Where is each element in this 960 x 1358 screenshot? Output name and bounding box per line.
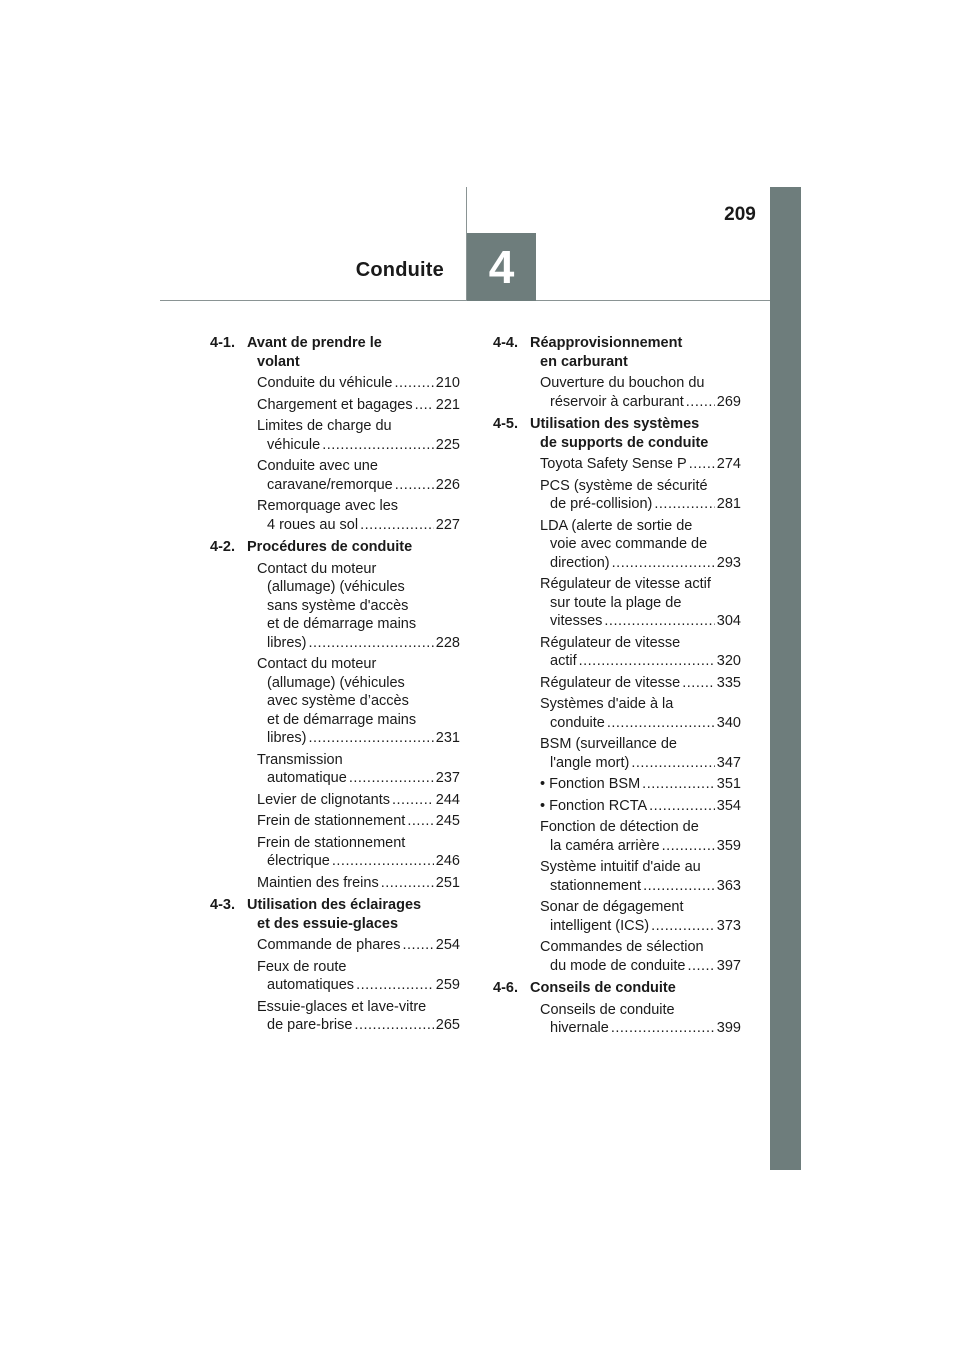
toc-entry[interactable] [210,560,460,653]
entry-line [257,374,460,393]
chapter-number: 4 [488,241,515,293]
toc-entry[interactable] [210,958,460,995]
dot-leader [654,495,714,514]
entry-title-continuation: libres) [267,634,307,651]
dot-leader [308,729,433,748]
entry-line [540,554,741,573]
toc-section [493,334,741,411]
entry-line [540,714,741,733]
toc-entry[interactable] [210,497,460,534]
toc-column-right [493,334,741,1042]
entry-title-continuation: actif [550,653,577,669]
entry-page-number: 259 [435,977,460,993]
entry-line [540,754,741,773]
toc-entry[interactable] [493,898,741,935]
entry-page-number: 293 [716,554,741,571]
entry-line [540,612,741,631]
toc-entry[interactable] [210,812,460,831]
entry-page-number: 373 [716,917,741,934]
entry-title: Limites de charge du [257,418,392,434]
entry-title: Toyota Safety Sense P [540,456,687,472]
entry-title: Feux de route [257,958,347,975]
entry-title: Maintien des freins [257,874,379,891]
dot-leader [612,554,715,573]
section-title: Réapprovisionnement en carburant [530,335,683,370]
dot-leader [662,837,715,856]
toc-entry[interactable] [210,791,460,810]
dot-leader [415,396,434,415]
toc-section [493,979,741,1038]
entry-page-number: 210 [435,375,460,391]
entry-line [540,837,741,856]
entry-title-continuation: conduite [550,714,605,731]
entry-page-number: 231 [435,730,460,746]
section-title: Conseils de conduite [530,980,676,996]
entry-line [540,495,741,514]
section-heading[interactable] [493,979,741,998]
chapter-number-badge [467,233,536,301]
entry-line [540,797,741,816]
dot-leader [631,754,714,773]
toc-entry[interactable] [210,834,460,871]
entry-page-number: 227 [435,516,460,533]
dot-leader [611,1019,715,1038]
dot-leader [643,877,715,896]
entry-title: Commande de phares [257,937,401,953]
section-title: Avant de prendre le volant [247,335,382,370]
entry-title-continuation: vitesses [550,613,603,629]
toc-entry[interactable] [493,797,741,816]
dot-leader [356,976,434,995]
dot-leader [349,769,434,788]
entry-title-continuation: la caméra arrière [550,837,660,854]
entry-page-number: 363 [716,877,741,894]
entry-title-continuation: hivernale [550,1020,609,1036]
toc-section [210,334,460,534]
entry-page-number: 244 [435,791,460,808]
entry-title-continuation: direction) [550,554,610,571]
toc-section [210,896,460,1035]
entry-title: • Fonction RCTA [540,797,648,814]
dot-leader [308,634,433,653]
dot-leader [394,374,433,393]
entry-title-continuation: électrique [267,853,330,869]
toc-entry[interactable] [210,751,460,788]
dot-leader [354,1016,433,1035]
entry-page-number: 251 [435,874,460,891]
toc-entry[interactable] [493,938,741,975]
entry-page-number: 347 [716,754,741,771]
toc-entry[interactable] [493,858,741,895]
entry-title: • Fonction BSM [540,776,641,792]
entry-title-continuation: réservoir à carburant [550,393,684,410]
chapter-title: Conduite [355,259,444,281]
entry-title-continuation: de pare-brise [267,1017,353,1033]
entry-page-number: 274 [716,456,741,472]
dot-leader [607,714,715,733]
entry-title: Contact du moteur (allumage) (véhicules sans système d'accès et de démarrage mains [257,560,417,632]
toc-entry[interactable] [493,634,741,671]
entry-line [540,652,741,671]
entry-title-continuation: libres) [267,730,307,746]
entry-title: Conduite avec une [257,458,378,474]
entry-page-number: 265 [435,1017,460,1033]
entry-title: BSM (surveillance de [540,736,677,752]
entry-title: Chargement et bagages [257,396,413,413]
section-heading[interactable] [493,415,741,452]
entry-line [257,396,460,415]
entry-title: Conduite du véhicule [257,375,393,391]
toc-entry[interactable] [493,1001,741,1038]
toc-entry[interactable] [210,874,460,893]
entry-line [257,852,460,871]
dot-leader [642,775,715,794]
entry-line [257,812,460,831]
entry-title-continuation: du mode de conduite [550,957,686,974]
entry-title: Essuie-glaces et lave-vitre [257,998,427,1015]
dot-leader [322,436,434,455]
entry-line [540,455,741,474]
entry-title: Remorquage avec les [257,498,399,514]
entry-page-number: 399 [716,1020,741,1036]
entry-line [257,634,460,653]
entry-page-number: 254 [435,937,460,953]
entry-title: Ouverture du bouchon du [540,375,705,391]
section-heading[interactable] [493,334,741,371]
toc-entry[interactable] [493,735,741,772]
entry-page-number: 320 [716,653,741,669]
entry-page-number: 245 [435,813,460,829]
dot-leader [360,516,434,535]
toc-entry[interactable] [493,477,741,514]
dot-leader [407,812,433,831]
toc-entry[interactable] [210,417,460,454]
entry-page-number: 354 [716,797,741,814]
section-title: Utilisation des éclairages et des essuie-glaces [247,897,422,932]
section-number: 4-2. [210,539,235,555]
entry-title: Sonar de dégagement [540,899,684,915]
entry-title: Régulateur de vitesse [540,634,681,651]
entry-line [540,877,741,896]
entry-line [257,1016,460,1035]
dot-leader [392,791,434,810]
dot-leader [689,455,715,474]
entry-line [540,674,741,693]
entry-line [257,976,460,995]
dot-leader [604,612,714,631]
entry-page-number: 269 [716,393,741,410]
toc-section [210,538,460,892]
entry-title-continuation: intelligent (ICS) [550,917,650,934]
entry-page-number: 359 [716,837,741,854]
toc-entry[interactable] [493,775,741,794]
entry-title: Levier de clignotants [257,791,390,808]
toc-entry[interactable] [210,998,460,1035]
entry-line [257,936,460,955]
page-number: 209 [724,204,756,225]
toc-entry[interactable] [493,575,741,631]
toc-section [493,415,741,975]
entry-page-number: 340 [716,714,741,731]
dot-leader [332,852,434,871]
entry-title: Commandes de sélection [540,939,704,955]
section-heading[interactable] [210,538,460,557]
dot-leader [395,476,434,495]
dot-leader [687,957,714,976]
entry-page-number: 226 [435,476,460,493]
entry-title: Fonction de détection de [540,819,699,835]
section-number: 4-6. [493,980,518,996]
entry-line [257,874,460,893]
entry-title-continuation: stationnement [550,877,642,894]
entry-title-continuation: véhicule [267,436,321,453]
entry-line [540,957,741,976]
section-heading[interactable] [210,896,460,933]
entry-line [257,729,460,748]
section-number: 4-3. [210,897,235,913]
entry-page-number: 351 [716,776,741,792]
entry-title-continuation: caravane/remorque [267,476,393,493]
entry-line [540,775,741,794]
entry-line [540,393,741,412]
dot-leader [686,393,715,412]
toc-entry[interactable] [210,396,460,415]
entry-line [257,516,460,535]
entry-title-continuation: 4 roues au sol [267,516,359,533]
entry-title-continuation: automatiques [267,977,355,993]
toc-entry[interactable] [210,936,460,955]
entry-page-number: 237 [435,770,460,786]
section-heading[interactable] [210,334,460,371]
entry-line [257,791,460,810]
section-title: Utilisation des systèmes de supports de conduite [530,416,709,451]
entry-line [257,436,460,455]
dot-leader [402,936,433,955]
entry-title: Transmission [257,751,343,768]
entry-title: PCS (système de sécurité [540,477,708,494]
entry-page-number: 397 [716,957,741,974]
toc-entry[interactable] [493,818,741,855]
entry-page-number: 228 [435,634,460,651]
entry-page-number: 225 [435,436,460,453]
toc-entry[interactable] [493,674,741,693]
entry-page-number: 246 [435,853,460,869]
toc-entry[interactable] [493,695,741,732]
section-number: 4-5. [493,416,518,432]
entry-title: Frein de stationnement [257,813,406,829]
entry-title: Régulateur de vitesse [540,674,681,691]
entry-title: Contact du moteur (allumage) (véhicules avec système d’accès et de démarrage mains [257,656,417,728]
dot-leader [381,874,434,893]
entry-title: Régulateur de vitesse actif sur toute la plage de [540,576,711,611]
section-title: Procédures de conduite [247,539,413,555]
entry-page-number: 335 [716,674,741,691]
section-number: 4-4. [493,335,518,351]
entry-title: LDA (alerte de sortie de voie avec commande de [540,517,708,552]
dot-leader [649,797,715,816]
toc-entry[interactable] [210,457,460,494]
entry-line [257,476,460,495]
toc-entry[interactable] [210,374,460,393]
entry-title: Systèmes d'aide à la [540,696,674,712]
toc-entry[interactable] [493,455,741,474]
toc-entry[interactable] [493,374,741,411]
dot-leader [579,652,715,671]
dot-leader [651,917,715,936]
toc-entry[interactable] [210,655,460,748]
entry-title-continuation: de pré-collision) [550,496,653,512]
section-number: 4-1. [210,335,235,351]
entry-title: Frein de stationnement [257,834,406,851]
toc-entry[interactable] [493,517,741,573]
header-horizontal-rule [160,300,772,301]
entry-title-continuation: automatique [267,770,347,786]
dot-leader [682,674,715,693]
entry-page-number: 221 [435,396,460,413]
chapter-side-tab [770,187,801,1170]
entry-title: Système intuitif d'aide au [540,859,701,875]
entry-line [257,769,460,788]
entry-page-number: 304 [716,613,741,629]
entry-line [540,917,741,936]
entry-title: Conseils de conduite [540,1001,675,1018]
entry-title-continuation: l'angle mort) [550,754,630,771]
toc-column-left [210,334,460,1039]
entry-line [540,1019,741,1038]
entry-page-number: 281 [716,496,741,512]
